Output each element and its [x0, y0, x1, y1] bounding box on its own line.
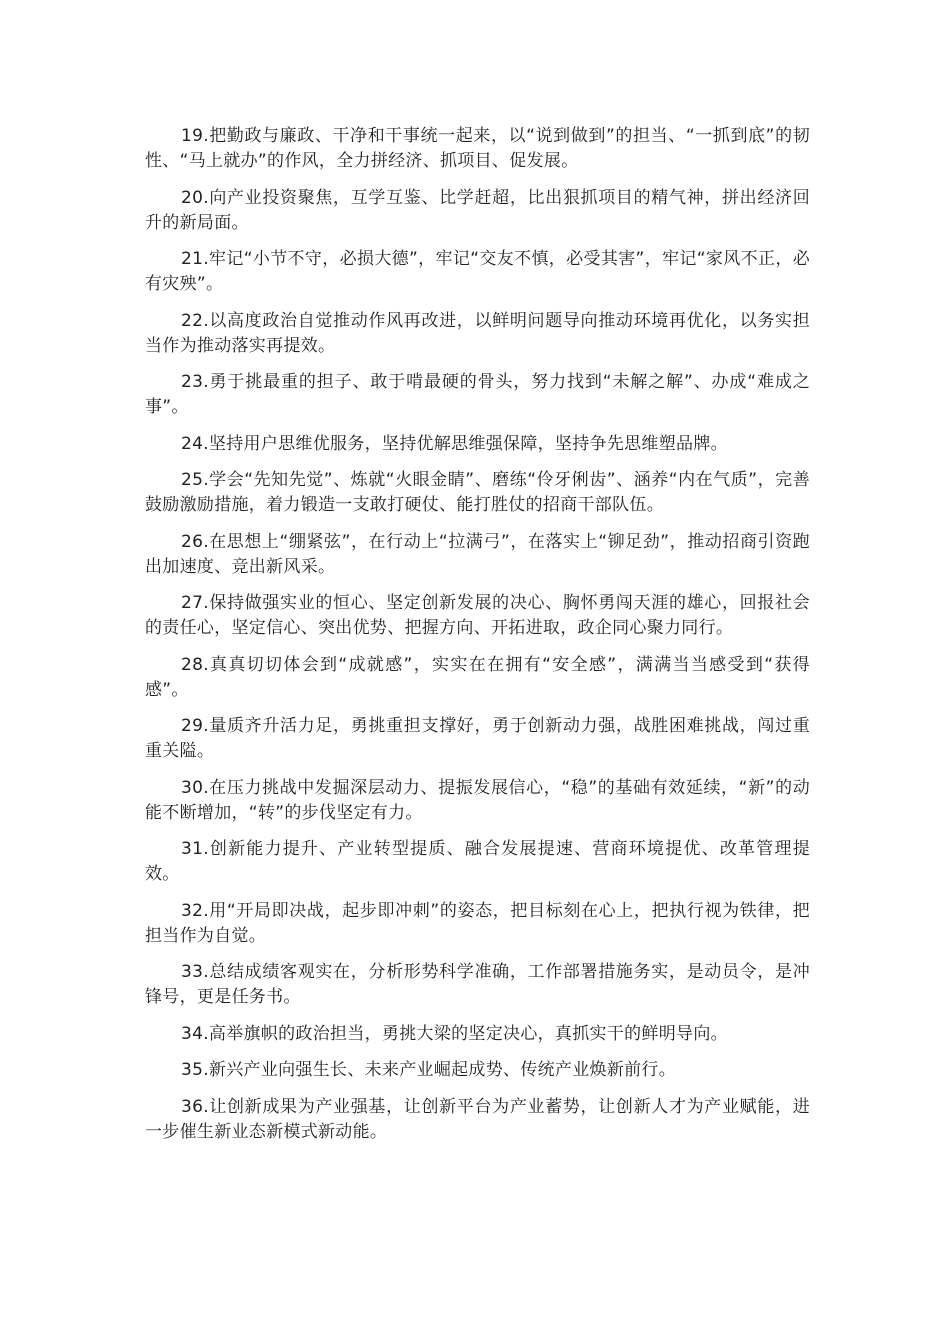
paragraph-31: 31.创新能力提升、产业转型提质、融合发展提速、营商环境提优、改革管理提效。: [145, 839, 810, 884]
paragraph-34: 34.高举旗帜的政治担当，勇挑大梁的坚定决心，真抓实干的鲜明导向。: [181, 1023, 728, 1044]
paragraph-20: 20.向产业投资聚焦，互学互鉴、比学赶超，比出狠抓项目的精气神，拼出经济回升的新局面。: [145, 187, 810, 233]
paragraph-26: 26.在思想上“绷紧弦”，在行动上“拉满弓”，在落实上“铆足劲”，推动招商引资跑出加速度、竞出新风采。: [145, 531, 810, 577]
paragraph-28: 28.真真切切体会到“成就感”，实实在在拥有“安全感”，满满当当感受到“获得感”。: [145, 654, 810, 700]
paragraph-22: 22.以高度政治自觉推动作风再改进，以鲜明问题导向推动环境再优化，以务实担当作为推动落实再提效。: [145, 310, 810, 356]
paragraph-27: 27.保持做强实业的恒心、坚定创新发展的决心、胸怀勇闯天涯的雄心，回报社会的责任心，坚定信心、突出优势、把握方向、开拓进取，政企同心聚力同行。: [145, 593, 810, 638]
paragraph-35: 35.新兴产业向强生长、未来产业崛起成势、传统产业焕新前行。: [181, 1060, 677, 1080]
paragraph-29: 29.量质齐升活力足，勇挑重担支撑好，勇于创新动力强，战胜困难挑战，闯过重重关隘。: [145, 716, 810, 761]
paragraph-36: 36.让创新成果为产业强基，让创新平台为产业蓄势，让创新人才为产业赋能，进一步催生新业态新模式新动能。: [145, 1096, 810, 1142]
paragraph-30: 30.在压力挑战中发掘深层动力、提振发展信心，“稳”的基础有效延续，“新”的动能不断增加，“转”的步伐坚定有力。: [145, 777, 810, 823]
paragraph-33: 33.总结成绩客观实在，分析形势科学准确，工作部署措施务实，是动员令，是冲锋号，更是任务书。: [145, 962, 810, 1007]
paragraph-24: 24.坚持用户思维优服务，坚持优解思维强保障，坚持争先思维塑品牌。: [181, 433, 728, 454]
paragraph-32: 32.用“开局即决战，起步即冲刺”的姿态，把目标刻在心上，把执行视为铁律，把担当作为自觉。: [145, 900, 810, 946]
paragraph-19: 19.把勤政与廉政、干净和干事统一起来，以“说到做到”的担当、“一抓到底”的韧性、“马上就办”的作风，全力拼经济、抓项目、促发展。: [145, 126, 810, 171]
document-body: [145, 124, 810, 1156]
paragraph-23: 23.勇于挑最重的担子、敢于啃最硬的骨头，努力找到“未解之解”、办成“难成之事”。: [145, 372, 810, 417]
paragraph-21: 21.牢记“小节不守，必损大德”，牢记“交友不慎，必受其害”，牢记“家风不正，必有灾殃”。: [145, 249, 810, 294]
paragraph-25: 25.学会“先知先觉”、炼就“火眼金睛”、磨练“伶牙俐齿”、涵养“内在气质”，完善鼓励激励措施，着力锻造一支敢打硬仗、能打胜仗的招商干部队伍。: [145, 470, 810, 515]
